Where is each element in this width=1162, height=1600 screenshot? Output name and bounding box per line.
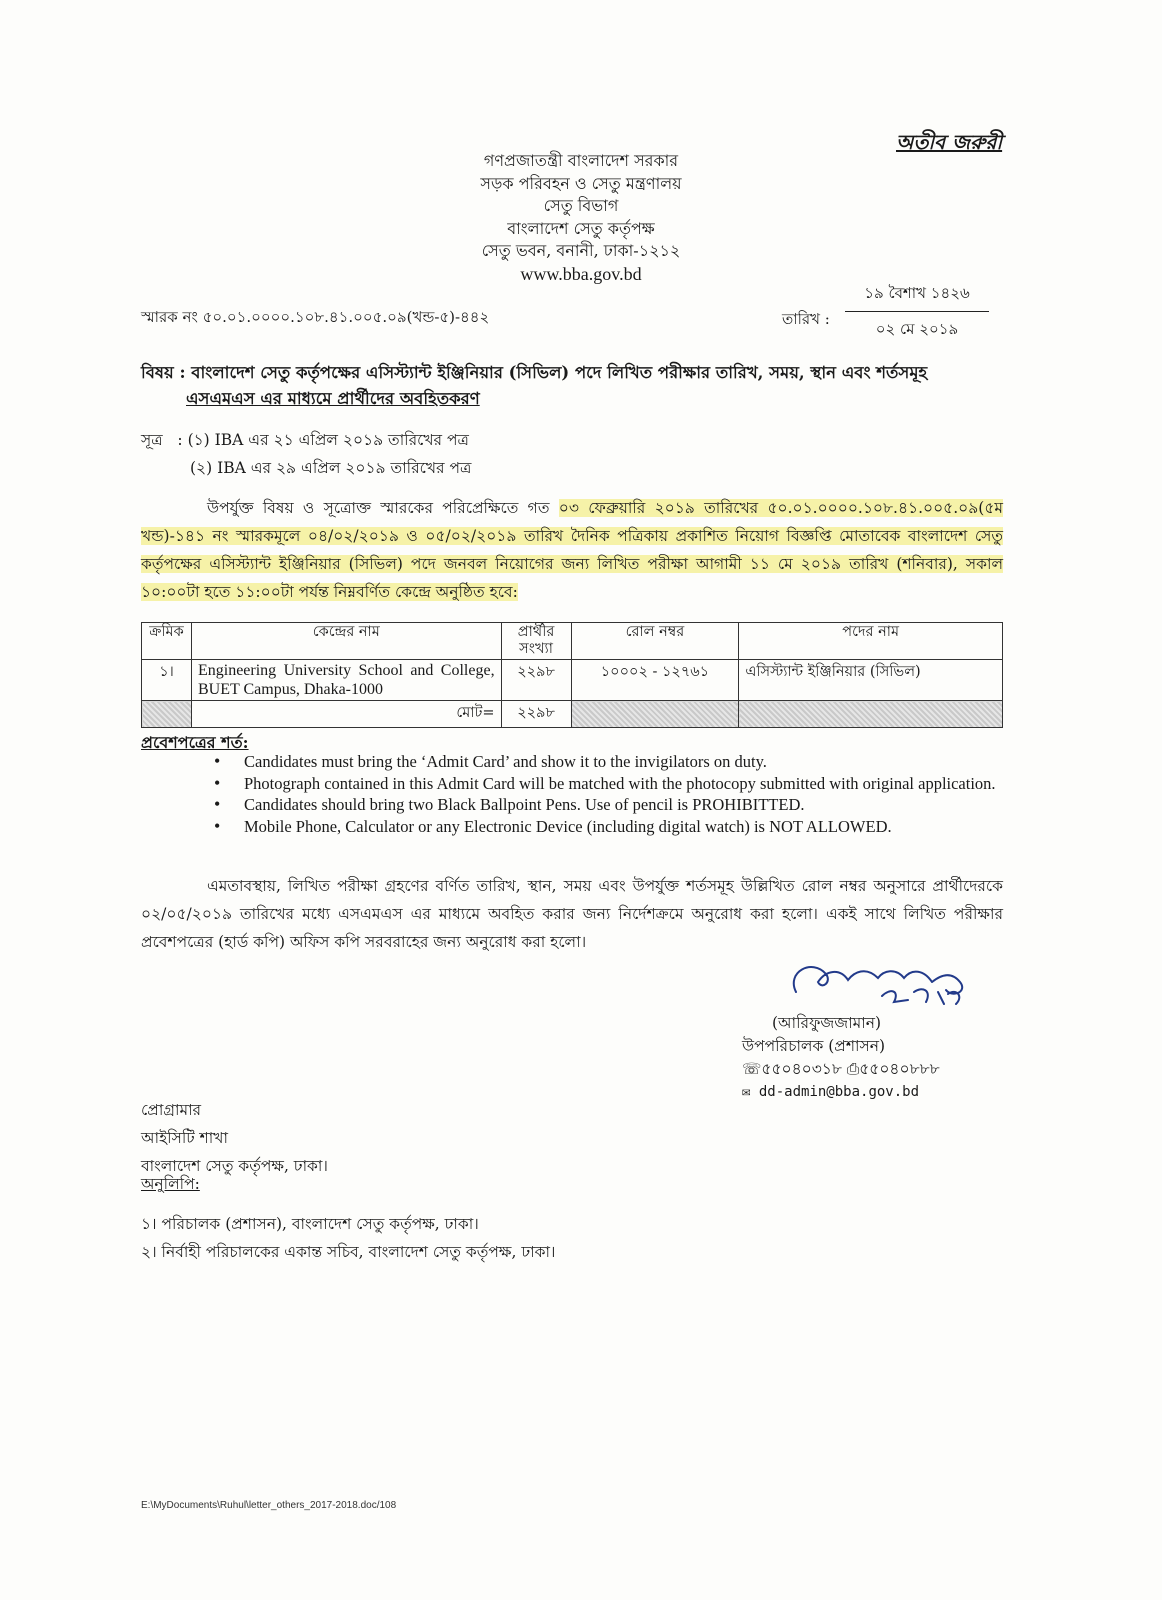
header-centre-name: কেন্দ্রের নাম — [191, 623, 501, 660]
date-label: তারিখ : — [782, 310, 830, 328]
recipient-line-2: আইসিটি শাখা — [141, 1129, 228, 1147]
cc-item: ১। পরিচালক (প্রশাসন), বাংলাদেশ সেতু কর্তৃপক্ষ, ঢাকা। — [141, 1215, 479, 1233]
letterhead — [0, 150, 1162, 285]
header-candidate-count: প্রার্থীর সংখ্যা — [501, 623, 571, 660]
reference-2: (২) IBA এর ২৯ এপ্রিল ২০১৯ তারিখের পত্র — [190, 459, 472, 477]
header-authority: বাংলাদেশ সেতু কর্তৃপক্ষ — [507, 218, 655, 238]
signer-email: dd-admin@bba.gov.bd — [758, 1084, 920, 1100]
signer-title: উপপরিচালক (প্রশাসন) — [742, 1037, 886, 1055]
header-address: সেতু ভবন, বনানী, ঢাকা-১২১২ — [481, 241, 681, 260]
subject-line-2: এসএমএস এর মাধ্যমে প্রার্থীদের অবহিতকরণ — [186, 389, 480, 408]
cell-serial: ১। — [142, 660, 192, 701]
references — [141, 426, 471, 482]
cc-item: ২। নির্বাহী পরিচালকের একান্ত সচিব, বাংলাদেশ সেতু কর্তৃপক্ষ, ঢাকা। — [141, 1243, 556, 1261]
header-serial: ক্রমিক — [142, 623, 192, 660]
footer-file-path: E:\MyDocuments\Ruhul\letter_others_2017-2018.doc/108 — [141, 1500, 397, 1511]
exam-centre-table — [141, 622, 1003, 728]
recipient-block — [141, 1096, 328, 1180]
table-total-row — [142, 701, 1003, 728]
header-post-name: পদের নাম — [739, 623, 1003, 660]
email-icon: ✉ — [742, 1084, 751, 1100]
recipient-line-3: বাংলাদেশ সেতু কর্তৃপক্ষ, ঢাকা। — [141, 1157, 328, 1175]
condition-item: • Mobile Phone, Calculator or any Electronic Device (including digital watch) is NOT ALLOWED. — [210, 817, 1000, 837]
cell-shaded — [142, 701, 192, 728]
header-roll-numbers: রোল নম্বর — [571, 623, 739, 660]
recipient-line-1: প্রোগ্রামার — [141, 1101, 202, 1119]
signer-block — [742, 1012, 940, 1104]
header-division: সেতু বিভাগ — [543, 196, 619, 215]
total-value: ২২৯৮ — [501, 701, 571, 728]
handwritten-signature — [782, 952, 982, 1014]
table-header-row — [142, 623, 1003, 660]
condition-item: • Candidates should bring two Black Ballpoint Pens. Use of pencil is PROHIBITTED. — [210, 795, 1000, 815]
cc-title: অনুলিপি: — [141, 1175, 200, 1193]
date-gregorian: ০২ মে ২০১৯ — [875, 320, 959, 338]
paragraph-1-text: উপর্যুক্ত বিষয় ও সূত্রোক্ত স্মারকের পরিপ্রেক্ষিতে গত — [207, 499, 559, 517]
memo-number: স্মারক নং ৫০.০১.০০০০.১০৮.৪১.০০৫.০৯(খন্ড-৫)-৪৪২ — [141, 308, 490, 326]
condition-item: • Candidates must bring the ‘Admit Card’ and show it to the invigilators on duty. — [210, 752, 1000, 772]
signer-phone: ☏৫৫০৪০৩১৮ ⎙৫৫০৪০৮৮৮ — [742, 1060, 940, 1078]
cell-shaded — [739, 701, 1003, 728]
date-bengali: ১৯ বৈশাখ ১৪২৬ — [845, 282, 989, 312]
total-label: মোট= — [191, 701, 501, 728]
paragraph-1-highlight: ০৩ ফেব্রুয়ারি ২০১৯ তারিখের ৫০.০১.০০০০.১০৮.৪১.০০৫.০৯(৫ম খন্ড)-১৪১ নং স্মারকমূলে ০৪/০২/২০১৯ ও ০৫/০২/২০১৯ তারিখ দৈনিক পত্রিকায় প্রকাশিত নিয়োগ বিজ্ঞপ্তি মোতাবেক বাংলাদেশ সেতু কর্তৃপক্ষের এসিস্ট্যান্ট ইঞ্জিনিয়ার (সিভিল) পদে জনবল নিয়োগের জন্য লিখিত পরীক্ষা আগামী ১১ মে ২০১৯ তারিখ (শনিবার), সকাল ১০:০০টা হতে ১১:০০টা পর্যন্ত নিম্নবর্ণিত কেন্দ্রে অনুষ্ঠিত হবে: — [141, 499, 1003, 601]
cell-roll-numbers: ১০০০২ - ১২৭৬১ — [571, 660, 739, 701]
body-paragraph-2: এমতাবস্থায়, লিখিত পরীক্ষা গ্রহণের বর্ণিত তারিখ, স্থান, সময় এবং উপর্যুক্ত শর্তসমূহ উল্লিখিত রোল নম্বর অনুসারে প্রার্থীদেরকে ০২/০৫/২০১৯ তারিখের মধ্যে এসএমএস এর মাধ্যমে অবহিত করার জন্য নির্দেশক্রমে অনুরোধ করা হলো। একই সাথে লিখিত পরীক্ষার প্রবেশপত্রের (হার্ড কপি) অফিস কপি সরবরাহের জন্য অনুরোধ করা হলো। — [141, 877, 1003, 951]
table-row — [142, 660, 1003, 701]
date-values — [845, 282, 989, 343]
cell-centre-name: Engineering University School and College, BUET Campus, Dhaka-1000 — [191, 660, 501, 701]
body-paragraph-1 — [141, 494, 1003, 606]
condition-item: • Photograph contained in this Admit Card will be matched with the photocopy submitted with original application. — [210, 774, 1000, 794]
references-label: সূত্র — [141, 431, 163, 449]
conditions-title: প্রবেশপত্রের শর্ত: — [141, 733, 249, 752]
signer-name: (আরিফুজজামান) — [772, 1014, 882, 1032]
cell-candidate-count: ২২৯৮ — [501, 660, 571, 701]
cell-shaded — [571, 701, 739, 728]
header-website: www.bba.gov.bd — [520, 263, 642, 284]
header-government: গণপ্রজাতন্ত্রী বাংলাদেশ সরকার — [483, 151, 679, 170]
subject — [141, 360, 1003, 412]
cc-list — [141, 1210, 555, 1266]
subject-line-1: বিষয় : বাংলাদেশ সেতু কর্তৃপক্ষের এসিস্ট্যান্ট ইঞ্জিনিয়ার (সিভিল) পদে লিখিত পরীক্ষার তারিখ, সময়, স্থান এবং শর্তসমূহ — [141, 363, 928, 382]
cell-post-name: এসিস্ট্যান্ট ইঞ্জিনিয়ার (সিভিল) — [739, 660, 1003, 701]
header-ministry: সড়ক পরিবহন ও সেতু মন্ত্রণালয় — [480, 173, 682, 193]
reference-1: : (১) IBA এর ২১ এপ্রিল ২০১৯ তারিখের পত্র — [177, 431, 469, 449]
conditions-list — [210, 752, 1000, 838]
urgent-label: অতীব জরুরী — [896, 130, 1003, 154]
